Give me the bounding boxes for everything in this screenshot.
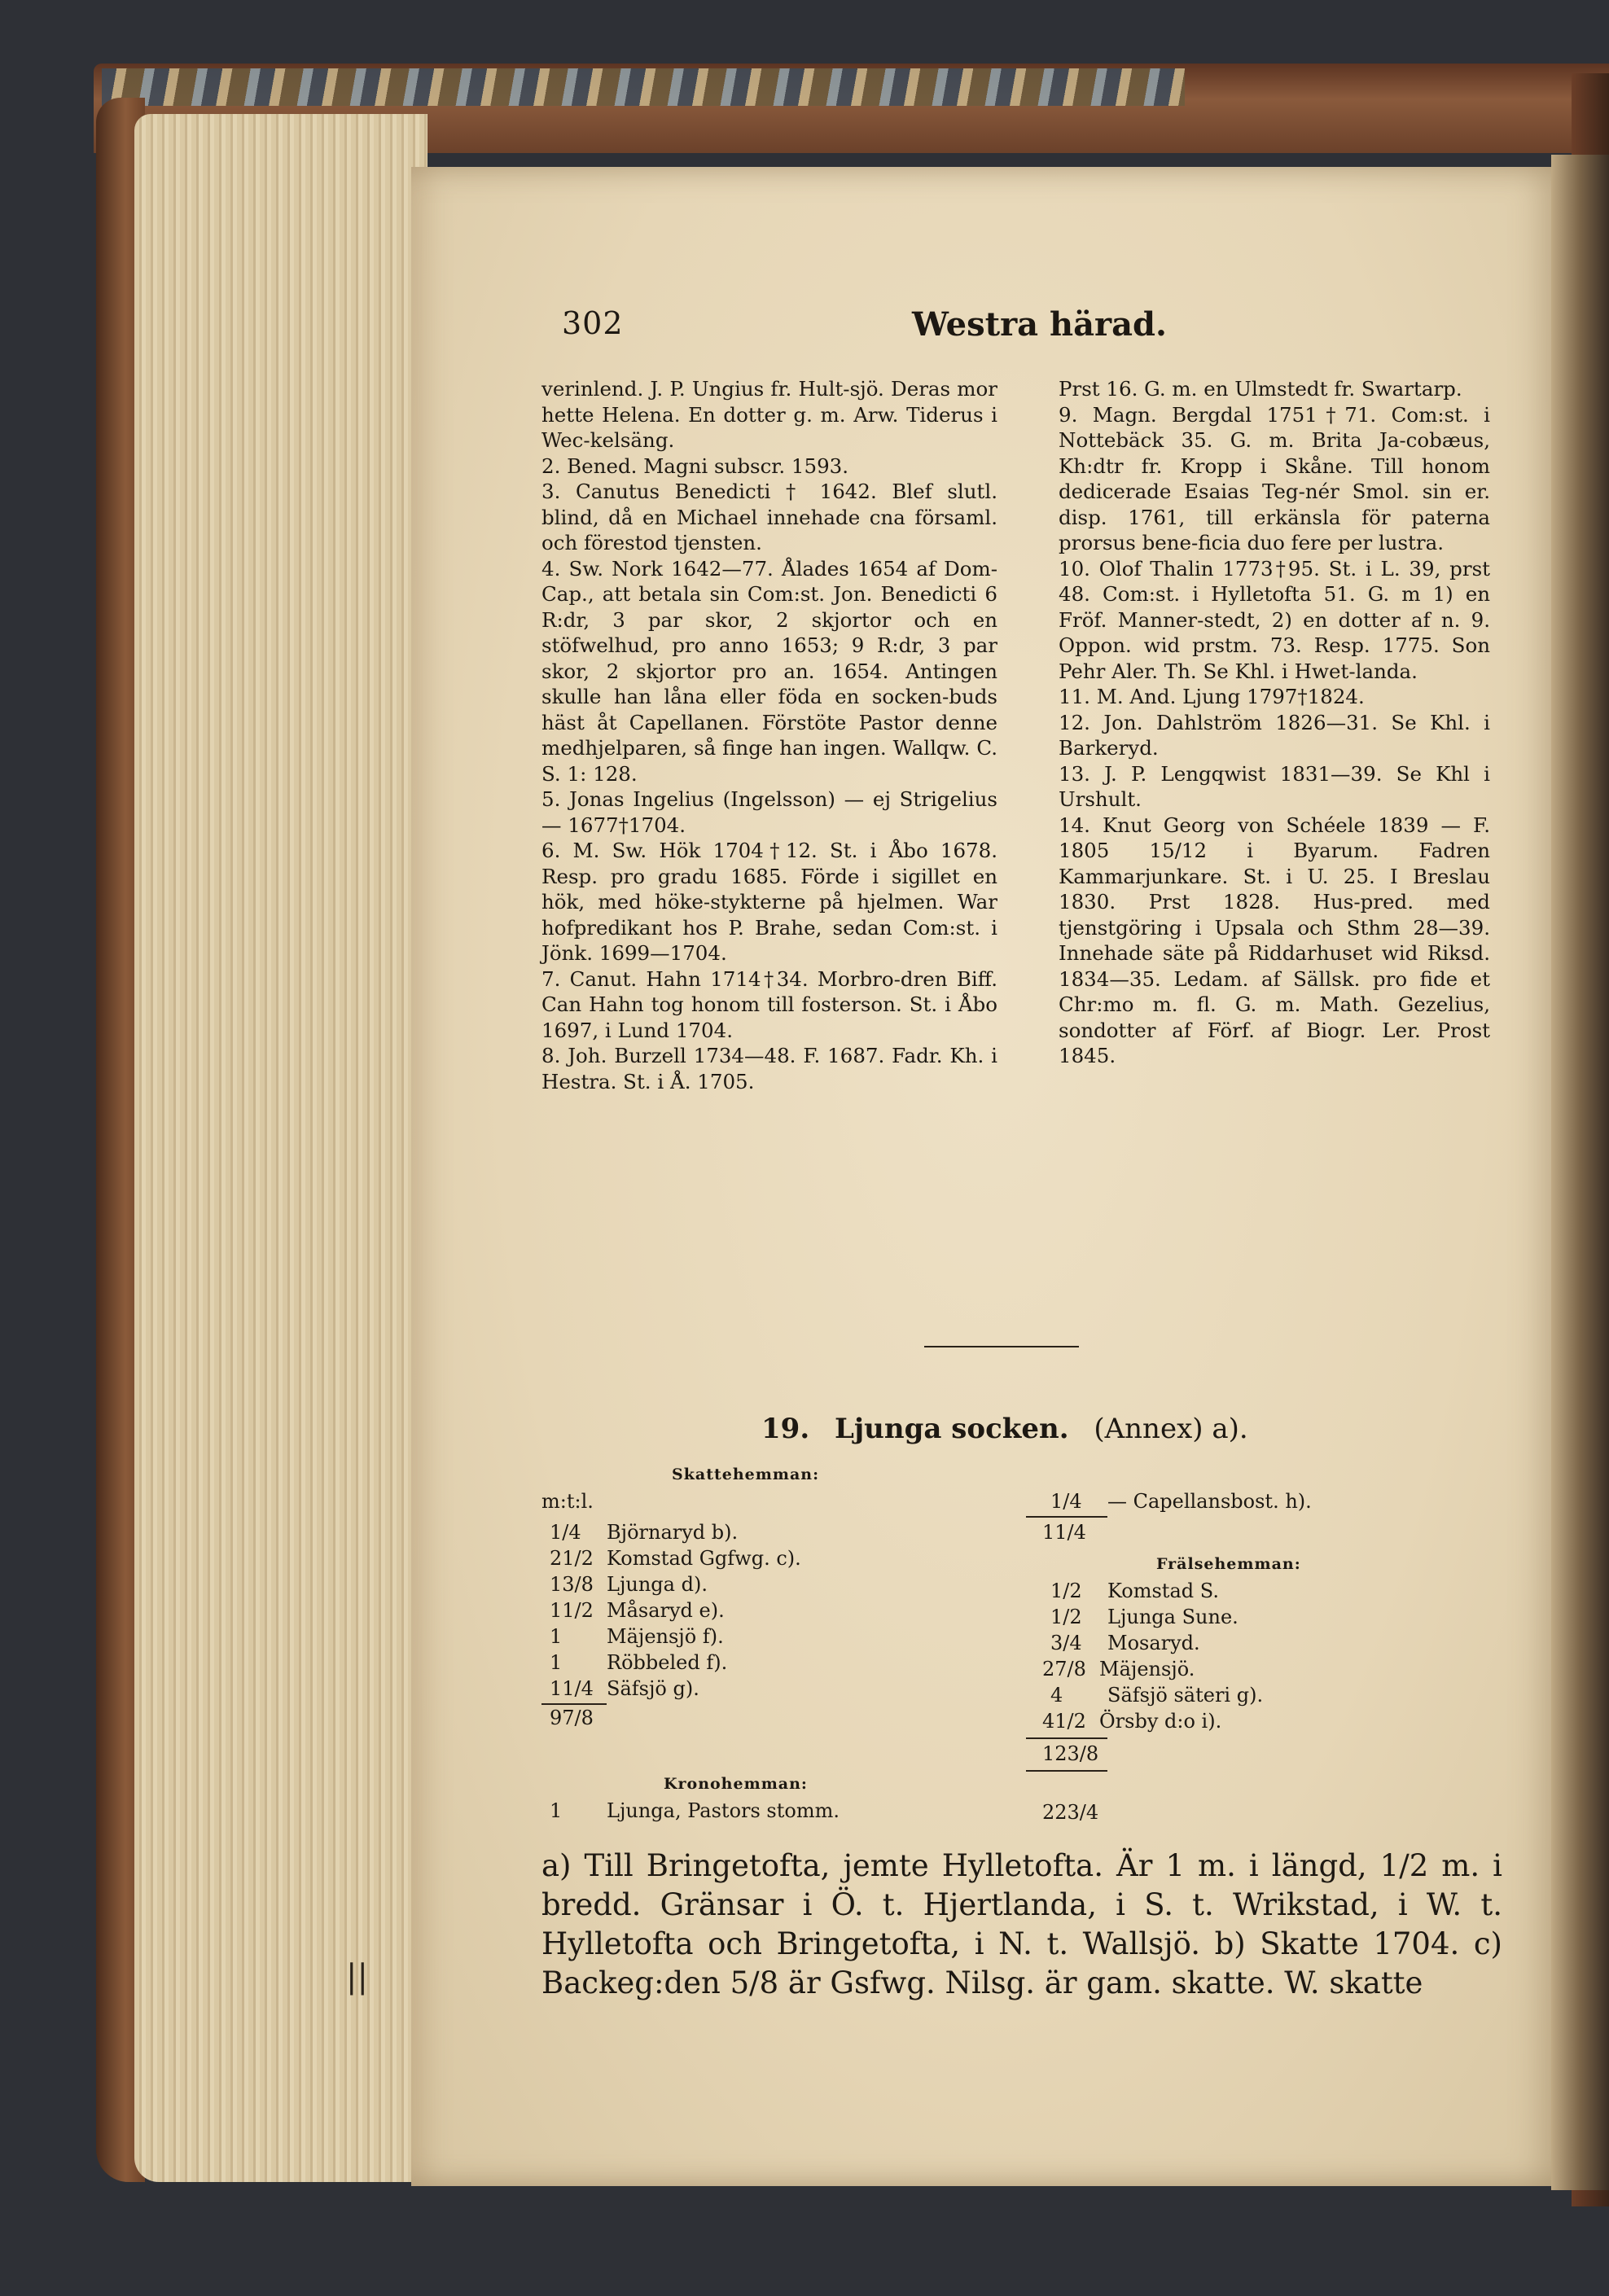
table-subtotal: 123/8: [1042, 1742, 1099, 1765]
entry-text: 13. J. P. Lengqwist 1831—39. Se Khl i Urshult.: [1059, 761, 1490, 811]
entry-text: 8. Joh. Burzell 1734—48. F. 1687. Fadr. Kh. i Hestra. St. i Å. 1705.: [541, 1044, 997, 1093]
table-row: 41/2 Örsby d:o i).: [1042, 1710, 1222, 1733]
entry-text: 10. Olof Thalin 1773†95. St. i L. 39, prst 48. Com:st. i Hylletofta 51. G. m 1) en Fröf. Manner-stedt, 2) en dotter af n. 9. Oppon. wid prstm. 73. Resp. 1775. Son Pehr Aler. Th. Se Khl. i Hwet-landa.: [1059, 556, 1490, 683]
entry-text: 9. Magn. Bergdal 1751†71. Com:st. i Nottebäck 35. G. m. Brita Ja-cobæus, Kh:dtr fr. Kropp i Skåne. Till honom dedicerade Esaias Teg-nér Smol. sin er. disp. 1761, till erkänsla för paterna prorsus bene-ficia duo fere per lustra.: [1059, 402, 1490, 554]
parish-name: Ljunga socken.: [834, 1413, 1069, 1445]
sum-rule: [541, 1703, 607, 1705]
entry-text: 14. Knut Georg von Schéele 1839 — F. 1805 15/12 i Byarum. Fadren Kammarjunkare. St. i U. 25. I Breslau 1830. Prst 1828. Hus-pred. med tjenstgöring i Upsala och Sthm 28—39. Innehade säte på Riddarhuset wid Riksd. 1834—35. Ledam. af Sällsk. pro fide et Chr:mo m. fl. G. m. Math. Gezelius, sondotter af Förf. af Biogr. Ler. Prost 1845.: [1059, 813, 1490, 1067]
table-total: 223/4: [1042, 1801, 1099, 1824]
page-stack-edge: [134, 114, 427, 2182]
sum-rule: [1026, 1737, 1107, 1739]
table-total: 97/8: [550, 1707, 594, 1729]
entry-text: 2. Bened. Magni subscr. 1593.: [541, 454, 849, 478]
entry-text: 6. M. Sw. Hök 1704†12. St. i Åbo 1678. Resp. pro gradu 1685. Förde i sigillet en hök, med höke-stykterne på hjelmen. War hofpredikant hos P. Brahe, sedan Com:st. i Jönk. 1699—1704.: [541, 839, 997, 965]
table-title: Kronohemman:: [664, 1775, 808, 1793]
skatte-table: [541, 1466, 965, 1840]
entry-text: 5. Jonas Ingelius (Ingelsson) — ej Strigelius — 1677†1704.: [541, 787, 997, 837]
marbled-edge: [102, 68, 1185, 106]
table-row: 27/8 Mäjensjö.: [1042, 1658, 1195, 1680]
parish-number: 19.: [761, 1413, 810, 1445]
section-divider: [924, 1346, 1079, 1347]
table-row: 1 Mäjensjö f).: [550, 1625, 724, 1648]
table-row: 3/4 Mosaryd.: [1050, 1632, 1200, 1654]
table-row: 21/2 Komstad Ggfwg. c).: [550, 1547, 801, 1570]
table-row: 1/2 Komstad S.: [1050, 1580, 1219, 1602]
page-gutter: [1551, 155, 1609, 2190]
right-column: [1059, 376, 1490, 1069]
table-row: 1 Ljunga, Pastors stomm.: [550, 1799, 840, 1822]
unit-label: m:t:l.: [541, 1490, 594, 1513]
parish-heading: [761, 1413, 1413, 1445]
table-row: 11/4 Säfsjö g).: [550, 1677, 699, 1700]
entry-text: 11. M. And. Ljung 1797†1824.: [1059, 685, 1365, 708]
running-title: Westra härad.: [912, 305, 1167, 344]
table-row: 4 Säfsjö säteri g).: [1050, 1684, 1264, 1707]
entry-text: 3. Canutus Benedicti † 1642. Blef slutl. blind, då en Michael innehade cna församl. och förestod tjensten.: [541, 480, 997, 554]
entry-text: 7. Canut. Hahn 1714†34. Morbro-dren Biff. Can Hahn tog honom till fosterson. St. i Åbo 1697, i Lund 1704.: [541, 966, 997, 1042]
table-row: 13/8 Ljunga d).: [550, 1573, 708, 1596]
table-title: Frälsehemman:: [1156, 1555, 1301, 1573]
entry-text: 4. Sw. Nork 1642—77. Ålades 1654 af Dom-Cap., att betala sin Com:st. Jon. Benedicti 6 R:dr, 3 par skor, 2 skjortor och en stöfwelhud, pro anno 1653; 9 R:dr, 3 par skor, 2 skjortor pro an. 1654. Antingen skulle han låna eller föda en socken-buds häst åt Capellanen. Förstöte Pastor denne medhjelparen, så finge han ingen. Wallqw. C. S. 1: 128.: [541, 556, 997, 786]
table-row: 1 Röbbeled f).: [550, 1651, 728, 1674]
fralse-table: [1018, 1466, 1506, 1840]
entry-text: verinlend. J. P. Ungius fr. Hult-sjö. Deras mor hette Helena. En dotter g. m. Arw. Tiderus i Wec-kelsäng.: [541, 377, 997, 452]
table-row: 11/2 Måsaryd e).: [550, 1599, 725, 1622]
table-row: 1/2 Ljunga Sune.: [1050, 1606, 1239, 1628]
sum-rule: [1026, 1516, 1107, 1518]
parish-note: (Annex) a).: [1094, 1413, 1248, 1445]
table-title: Skattehemman:: [672, 1466, 820, 1483]
sum-rule: [1026, 1770, 1107, 1772]
table-row: 1/4 Björnaryd b).: [550, 1521, 739, 1544]
page-number: 302: [562, 305, 624, 341]
footnote: a) Till Bringetofta, jemte Hylletofta. Är 1 m. i längd, 1/2 m. i bredd. Gränsar i Ö. t. Hjertlanda, i S. t. Wrikstad, i W. t. Hylletofta och Bringetofta, i N. t. Wallsjö. b) Skatte 1704. c) Backeg:den 5/8 är Gsfwg. Nilsg. är gam. skatte. W. skatte: [541, 1848, 1502, 2000]
margin-mark: ||: [346, 1958, 368, 1996]
table-total: 11/4: [1042, 1521, 1086, 1544]
entry-text: Prst 16. G. m. en Ulmstedt fr. Swartarp.: [1059, 377, 1462, 401]
page-header: [562, 305, 1213, 362]
left-column: [541, 376, 997, 1094]
table-row: 1/4 — Capellansbost. h).: [1050, 1490, 1312, 1513]
entry-text: 12. Jon. Dahlström 1826—31. Se Khl. i Barkeryd.: [1059, 710, 1490, 760]
